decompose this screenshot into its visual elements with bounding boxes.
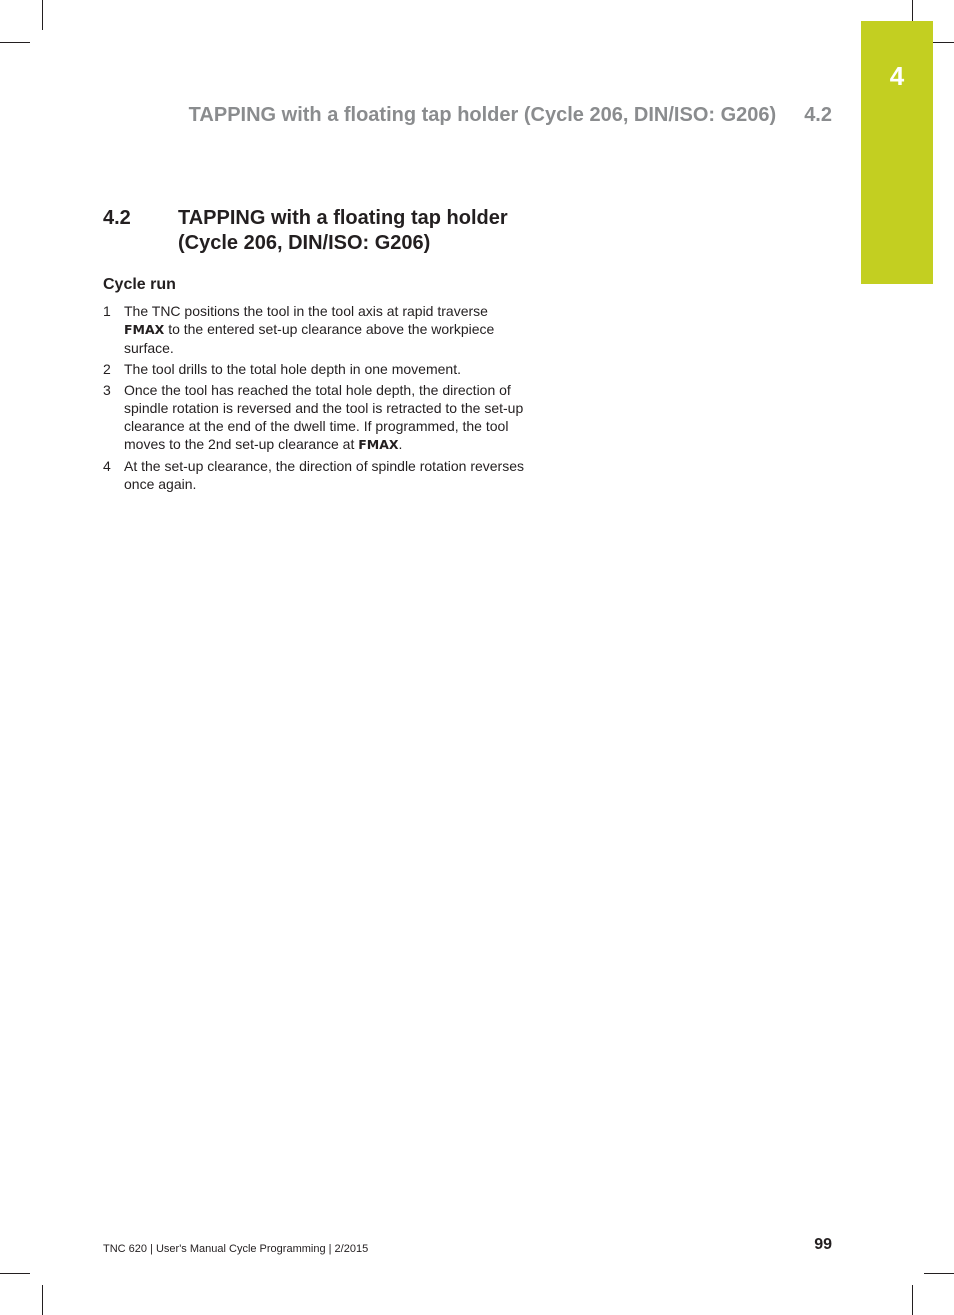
step-text-part: . <box>398 436 403 452</box>
step-number: 1 <box>103 303 111 319</box>
running-header <box>100 104 832 127</box>
step-text: The tool drills to the total hole depth in one movement. <box>124 361 461 377</box>
crop-mark <box>912 1285 913 1315</box>
running-header-section: 4.2 <box>804 104 832 126</box>
chapter-tab <box>861 21 933 284</box>
step-number: 3 <box>103 382 111 398</box>
section-title-line: TAPPING with a floating tap holder <box>178 207 508 229</box>
crop-mark <box>42 0 43 30</box>
cycle-run-heading: Cycle run <box>103 276 176 293</box>
crop-mark <box>0 42 30 43</box>
code-keyword: FMAX <box>358 437 399 452</box>
section-title-line: (Cycle 206, DIN/ISO: G206) <box>178 232 431 254</box>
step-item <box>103 360 543 378</box>
step-text-part: Once the tool has reached the total hole depth, the direction of spindle rotation is reversed and the tool is retracted to the set-up clearance at the end of the dwell time. If programmed, the tool moves to the 2nd set-up clearance at <box>124 382 524 452</box>
footer-text: TNC 620 | User's Manual Cycle Programming | 2/2015 <box>103 1243 369 1255</box>
step-item <box>103 381 543 454</box>
crop-mark <box>924 1273 954 1274</box>
crop-mark <box>0 1273 30 1274</box>
step-text-part: to the entered set-up clearance above the workpiece surface. <box>124 321 495 356</box>
step-item <box>103 302 543 357</box>
page-number: 99 <box>814 1236 832 1253</box>
step-number: 2 <box>103 361 111 377</box>
chapter-number: 4 <box>889 61 905 91</box>
running-header-title: TAPPING with a floating tap holder (Cycle 206, DIN/ISO: G206) <box>188 104 777 126</box>
step-text <box>124 382 523 452</box>
step-number: 4 <box>103 458 111 474</box>
section-number: 4.2 <box>103 207 131 229</box>
crop-mark <box>42 1285 43 1315</box>
step-item <box>103 457 543 493</box>
section-title <box>178 206 578 256</box>
step-text-part: The TNC positions the tool in the tool axis at rapid traverse <box>124 303 488 319</box>
cycle-run-steps <box>103 302 543 496</box>
step-text: At the set-up clearance, the direction of spindle rotation reverses once again. <box>124 458 524 492</box>
code-keyword: FMAX <box>124 322 165 337</box>
step-text <box>124 303 494 356</box>
